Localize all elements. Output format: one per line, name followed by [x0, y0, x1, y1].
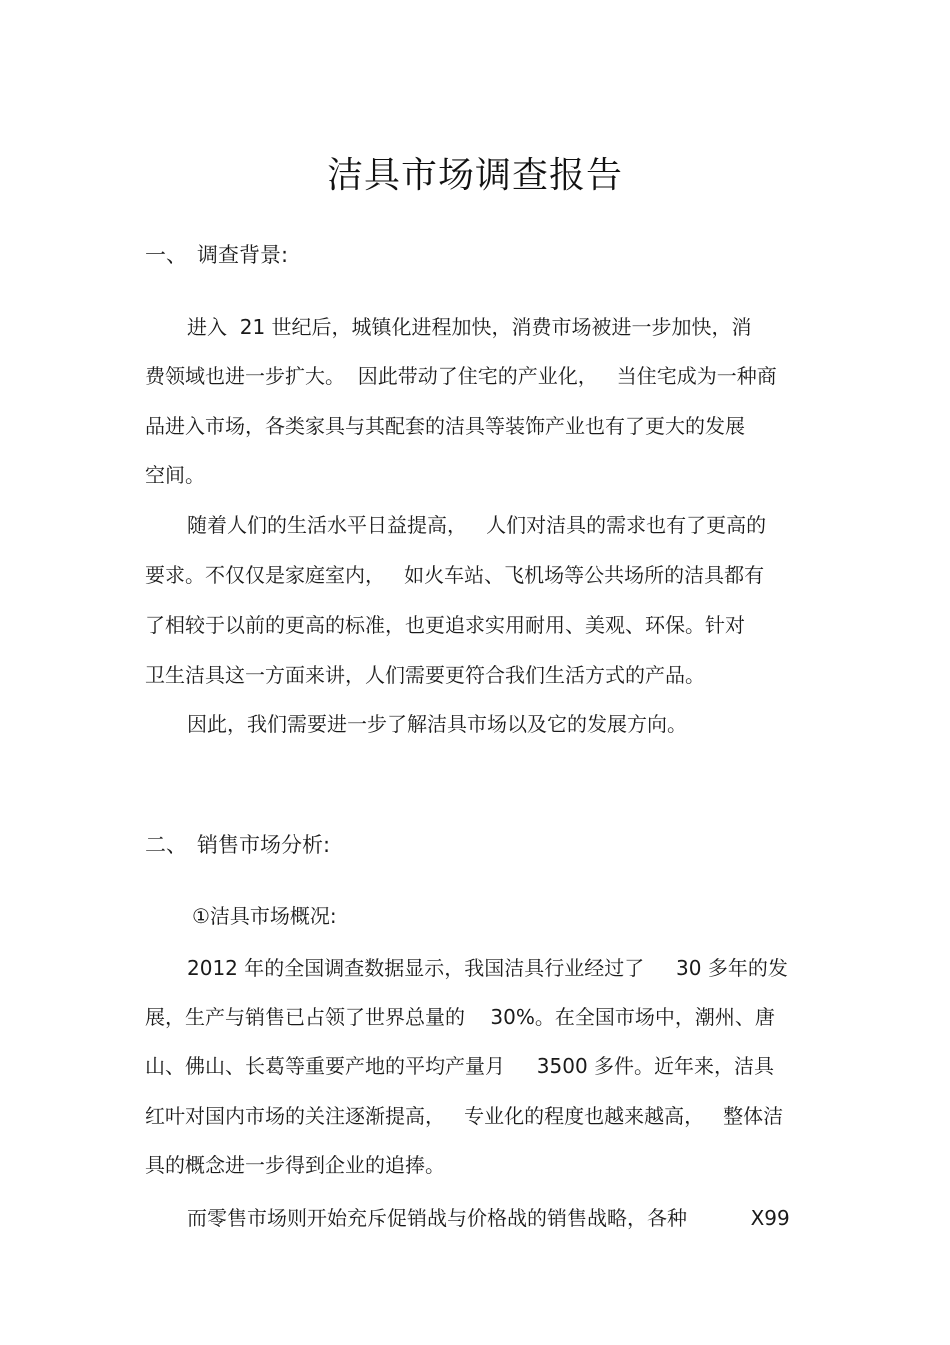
paragraph-line: 具的概念进一步得到企业的追捧。 [145, 1153, 445, 1177]
paragraph-line: 因此，我们需要进一步了解洁具市场以及它的发展方向。 [187, 712, 687, 736]
paragraph-line: 品进入市场，各类家具与其配套的洁具等装饰产业也有了更大的发展 [145, 414, 745, 438]
section-2-title: 销售市场分析: [197, 833, 331, 857]
paragraph-line: 红叶对国内市场的关注逐渐提高， 专业化的程度也越来越高， 整体洁 [145, 1104, 784, 1128]
section-2-heading [145, 830, 330, 860]
section-1-heading [145, 240, 288, 270]
paragraph-line: 了相较于以前的更高的标准，也更追求实用耐用、美观、环保。针对 [145, 613, 745, 637]
section-2-number: 二、 [145, 833, 187, 857]
document-title: 洁具市场调查报告 [326, 155, 623, 196]
paragraph-line: 费领域也进一步扩大。 因此带动了住宅的产业化， 当住宅成为一种商 [145, 364, 777, 388]
paragraph-line: 而零售市场则开始充斥促销战与价格战的销售战略，各种 X99 [187, 1206, 790, 1230]
paragraph-line: 随着人们的生活水平日益提高， 人们对洁具的需求也有了更高的 [187, 513, 767, 537]
paragraph-line: 进入 21 世纪后，城镇化进程加快，消费市场被进一步加快，消 [187, 315, 752, 339]
paragraph-line: 2012 年的全国调查数据显示，我国洁具行业经过了 30 多年的发 [187, 956, 788, 980]
paragraph-line: 山、佛山、长葛等重要产地的平均产量月 3500 多件。近年来，洁具 [145, 1054, 775, 1078]
section-1-number: 一、 [145, 243, 187, 267]
subsection-heading: ①洁具市场概况: [192, 904, 337, 928]
paragraph-line: 展，生产与销售已占领了世界总量的 30%。在全国市场中，潮州、唐 [145, 1005, 775, 1029]
paragraph-line: 要求。不仅仅是家庭室内， 如火车站、飞机场等公共场所的洁具都有 [145, 563, 765, 587]
paragraph-line: 空间。 [145, 463, 205, 487]
section-1-title: 调查背景: [197, 243, 289, 267]
paragraph-line: 卫生洁具这一方面来讲，人们需要更符合我们生活方式的产品。 [145, 663, 705, 687]
